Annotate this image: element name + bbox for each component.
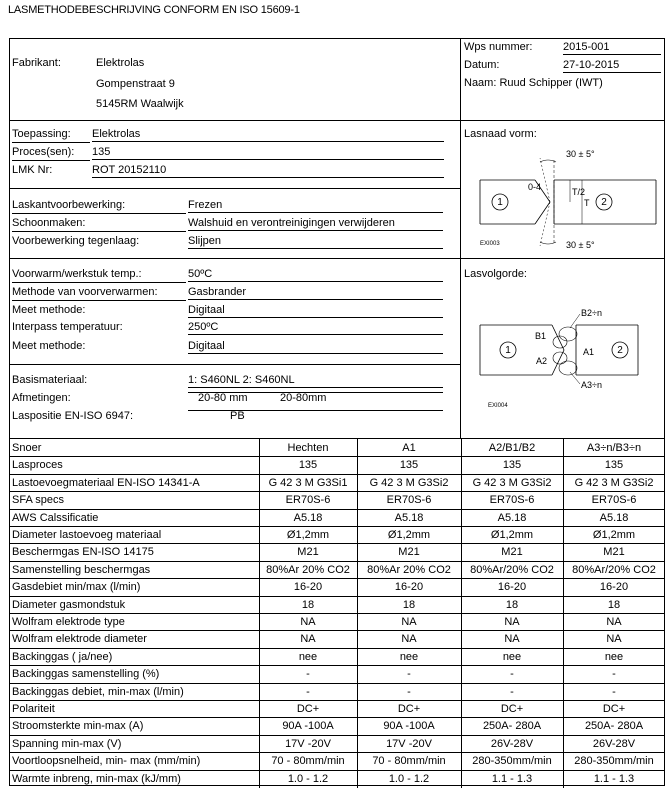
prep-label: Schoonmaken: — [12, 217, 86, 229]
table-cell: DC+ — [296, 703, 320, 715]
section-line — [9, 188, 461, 189]
table-cell: DC+ — [602, 703, 626, 715]
table-row-line — [9, 526, 665, 527]
table-cell: 26V-28V — [490, 737, 534, 750]
seq-part2: 2 — [617, 345, 623, 356]
table-cell: Ø1,2mm — [592, 529, 636, 541]
table-cell: 280-350mm/min — [574, 755, 654, 768]
sketch-ref: EXI003 — [480, 241, 500, 247]
preheat-label: Methode van voorverwarmen: — [12, 286, 158, 298]
half-t: T/2 — [572, 187, 586, 197]
table-row-line — [9, 717, 665, 718]
seq-a2: A2 — [536, 356, 548, 366]
prep-value: Walshuid en verontreinigingen verwijderen — [188, 217, 443, 231]
table-row-label: SFA specs — [12, 494, 64, 507]
table-row-line — [9, 491, 665, 492]
table-cell: - — [306, 685, 310, 698]
proces-label: Proces(sen): — [12, 146, 75, 158]
section-line — [9, 438, 665, 439]
seq-ref: EXI004 — [488, 403, 508, 409]
prep-value: Frezen — [188, 199, 443, 213]
table-cell: ER70S-6 — [386, 494, 432, 507]
table-cell: nee — [298, 650, 318, 663]
table-cell: 80%Ar/20% CO2 — [470, 563, 554, 576]
dims-2: 20-80mm — [280, 392, 327, 404]
table-cell: NA — [300, 616, 316, 628]
table-cell: 90A -100A — [383, 720, 435, 733]
table-row-label: Backinggas debiet, min-max (l/min) — [12, 685, 184, 698]
pos-value: PB — [230, 410, 245, 422]
table-cell: NA — [504, 616, 520, 628]
table-row-label: Beschermgas EN-ISO 14175 — [12, 546, 154, 559]
preheat-value: Digitaal — [188, 340, 443, 354]
preheat-value: Gasbrander — [188, 286, 443, 300]
table-cell: - — [612, 685, 616, 698]
table-row-line — [9, 474, 665, 475]
table-cell: 80%Ar 20% CO2 — [266, 563, 350, 576]
table-cell: 18 — [607, 598, 621, 611]
table-row-line — [9, 613, 665, 614]
table-cell: 250A- 280A — [482, 720, 542, 733]
table-cell: NA — [606, 616, 622, 628]
table-cell: - — [510, 685, 514, 698]
table-row-label: Samenstelling beschermgas — [12, 563, 151, 576]
table-cell: 16-20 — [394, 581, 424, 594]
prep-value: Slijpen — [188, 235, 443, 249]
table-header-cell: A2/B1/B2 — [488, 442, 536, 454]
table-cell: 135 — [399, 459, 419, 472]
section-line — [9, 120, 665, 121]
t-label: T — [584, 198, 590, 208]
preheat-label: Interpass temperatuur: — [12, 321, 123, 333]
table-cell: 80%Ar/20% CO2 — [572, 563, 656, 576]
table-cell: nee — [604, 650, 624, 663]
preheat-value: Digitaal — [188, 304, 443, 318]
manufacturer-name: Elektrolas — [96, 57, 145, 69]
proces-value: 135 — [92, 146, 444, 160]
table-row-label: Diameter lastoevoeg materiaal — [12, 529, 162, 541]
wps-name: Naam: Ruud Schipper (IWT) — [464, 77, 603, 89]
prep-label: Voorbewerking tegenlaag: — [12, 235, 140, 247]
dims-label: Afmetingen: — [12, 392, 71, 404]
table-cell: 1.1 - 1.3 — [491, 772, 533, 785]
prep-label: Laskantvoorbewerking: — [12, 199, 126, 211]
table-cell: NA — [300, 633, 316, 646]
manufacturer-city: 5145RM Waalwijk — [96, 98, 184, 110]
table-cell: 90A -100A — [282, 720, 334, 733]
wps-number-label: Wps nummer: — [464, 41, 533, 53]
toepassing-value: Elektrolas — [92, 128, 444, 142]
angle-top: 30 ± 5° — [566, 149, 595, 159]
table-row-label: Backinggas ( ja/nee) — [12, 650, 113, 663]
table-cell: G 42 3 M G3Si1 — [268, 476, 348, 489]
basis-value: 1: S460NL 2: S460NL — [188, 374, 443, 388]
angle-bottom: 30 ± 5° — [566, 240, 595, 250]
table-cell: 1.0 - 1.2 — [388, 772, 430, 785]
table-cell: - — [407, 668, 411, 681]
table-cell: 80%Ar 20% CO2 — [367, 563, 451, 576]
table-cell: A5.18 — [599, 511, 629, 524]
table-cell: nee — [502, 650, 522, 663]
table-cell: NA — [504, 633, 520, 646]
table-cell: 135 — [298, 459, 318, 472]
table-cell: Ø1,2mm — [387, 529, 431, 541]
wps-number-value: 2015-001 — [563, 41, 661, 55]
table-cell: 16-20 — [293, 581, 323, 594]
table-row-label: Wolfram elektrode diameter — [12, 633, 147, 646]
lmk-label: LMK Nr: — [12, 164, 53, 176]
preheat-label: Voorwarm/werkstuk temp.: — [12, 268, 142, 280]
table-cell: 135 — [502, 459, 522, 472]
table-header-cell: A3÷n/B3÷n — [586, 442, 642, 454]
table-row-line — [9, 456, 665, 457]
table-cell: NA — [401, 633, 417, 646]
table-row-line — [9, 735, 665, 736]
table-cell: ER70S-6 — [285, 494, 331, 507]
toepassing-label: Toepassing: — [12, 128, 71, 140]
wps-date-value: 27-10-2015 — [563, 59, 661, 73]
table-cell: - — [612, 668, 616, 681]
table-cell: A5.18 — [394, 511, 424, 524]
table-header-cell: Hechten — [287, 442, 329, 454]
table-row-label: Lastoevoegmateriaal EN-ISO 14341-A — [12, 476, 200, 489]
part1: 1 — [497, 197, 503, 208]
table-cell: - — [306, 668, 310, 681]
table-row-label: Spanning min-max (V) — [12, 737, 122, 750]
table-row-line — [9, 578, 665, 579]
preheat-label: Meet methode: — [12, 304, 86, 316]
lmk-value: ROT 20152110 — [92, 164, 444, 178]
seq-b2: B2÷n — [581, 308, 602, 318]
table-row-label: Stroomsterkte min-max (A) — [12, 720, 144, 733]
table-row-label: Wolfram elektrode type — [12, 616, 125, 628]
manufacturer-street: Gompenstraat 9 — [96, 78, 175, 90]
table-row-line — [9, 683, 665, 684]
table-cell: M21 — [297, 546, 319, 559]
table-cell: 17V -20V — [285, 737, 331, 750]
table-cell: 16-20 — [599, 581, 629, 594]
table-cell: A5.18 — [293, 511, 323, 524]
table-header-cell: A1 — [402, 442, 416, 454]
manufacturer-label: Fabrikant: — [12, 57, 61, 69]
table-cell: A5.18 — [497, 511, 527, 524]
table-cell: M21 — [501, 546, 523, 559]
table-cell: 18 — [505, 598, 519, 611]
basis-label: Basismateriaal: — [12, 374, 88, 386]
table-row-label: Warmte inbreng, min-max (kJ/mm) — [12, 772, 181, 785]
preheat-value: 50ºC — [188, 268, 443, 282]
table-cell: 250A- 280A — [584, 720, 644, 733]
table-cell: 18 — [301, 598, 315, 611]
table-row-label: Gasdebiet min/max (l/min) — [12, 581, 141, 594]
table-row-line — [9, 543, 665, 544]
table-cell: NA — [606, 633, 622, 646]
section-line — [9, 364, 461, 365]
table-cell: ER70S-6 — [591, 494, 637, 507]
table-row-line — [9, 752, 665, 753]
preheat-label: Meet methode: — [12, 340, 86, 352]
table-row-line — [9, 648, 665, 649]
seq-a1: A1 — [583, 347, 595, 357]
table-cell: G 42 3 M G3Si2 — [574, 476, 654, 489]
table-cell: nee — [399, 650, 419, 663]
table-row-line — [9, 596, 665, 597]
table-cell: M21 — [603, 546, 625, 559]
table-cell: 1.1 - 1.3 — [593, 772, 635, 785]
pos-value-line — [188, 410, 443, 411]
sequence-sketch-label: Lasvolgorde: — [464, 268, 527, 280]
table-cell: 17V -20V — [386, 737, 432, 750]
dims-1: 20-80 mm — [198, 392, 248, 404]
table-cell: 280-350mm/min — [472, 755, 552, 768]
table-cell: 70 - 80mm/min — [372, 755, 446, 768]
document-title: LASMETHODEBESCHRIJVING CONFORM EN ISO 15609-1 — [8, 4, 300, 16]
part2: 2 — [601, 197, 607, 208]
table-row-label: AWS Calssificatie — [12, 511, 99, 524]
table-row-line — [9, 561, 665, 562]
table-cell: 70 - 80mm/min — [271, 755, 345, 768]
gap: 0-4 — [528, 182, 542, 192]
table-cell: DC+ — [397, 703, 421, 715]
table-row-line — [9, 509, 665, 510]
table-cell: G 42 3 M G3Si2 — [369, 476, 449, 489]
section-divider — [460, 38, 461, 438]
table-row-line — [9, 700, 665, 701]
wps-date-label: Datum: — [464, 59, 500, 71]
table-row-line — [9, 665, 665, 666]
table-cell: 16-20 — [497, 581, 527, 594]
table-header-cell: Snoer — [12, 442, 42, 454]
table-cell: Ø1,2mm — [286, 529, 330, 541]
table-cell: - — [407, 685, 411, 698]
table-cell: - — [510, 668, 514, 681]
seq-part1: 1 — [505, 345, 511, 356]
table-cell: NA — [401, 616, 417, 628]
table-cell: 135 — [604, 459, 624, 472]
pos-label: Laspositie EN-ISO 6947: — [12, 410, 134, 422]
table-cell: 18 — [402, 598, 416, 611]
table-row-label: Backinggas samenstelling (%) — [12, 668, 160, 681]
table-row-line — [9, 630, 665, 631]
table-row-label: Diameter gasmondstuk — [12, 598, 126, 611]
table-row-label: Voortloopsnelheid, min- max (mm/min) — [12, 755, 201, 768]
seq-a3: A3÷n — [581, 380, 602, 390]
joint-sketch-label: Lasnaad vorm: — [464, 128, 537, 140]
table-cell: 1.0 - 1.2 — [287, 772, 329, 785]
table-row-line — [9, 770, 665, 771]
table-cell: M21 — [398, 546, 420, 559]
table-cell: 26V-28V — [592, 737, 636, 750]
table-cell: G 42 3 M G3Si2 — [472, 476, 552, 489]
table-cell: Ø1,2mm — [490, 529, 534, 541]
table-cell: DC+ — [500, 703, 524, 715]
table-row-label: Polariteit — [12, 703, 55, 715]
table-cell: ER70S-6 — [489, 494, 535, 507]
table-row-label: Lasproces — [12, 459, 63, 472]
seq-b1: B1 — [535, 331, 547, 341]
preheat-value: 250ºC — [188, 321, 443, 335]
